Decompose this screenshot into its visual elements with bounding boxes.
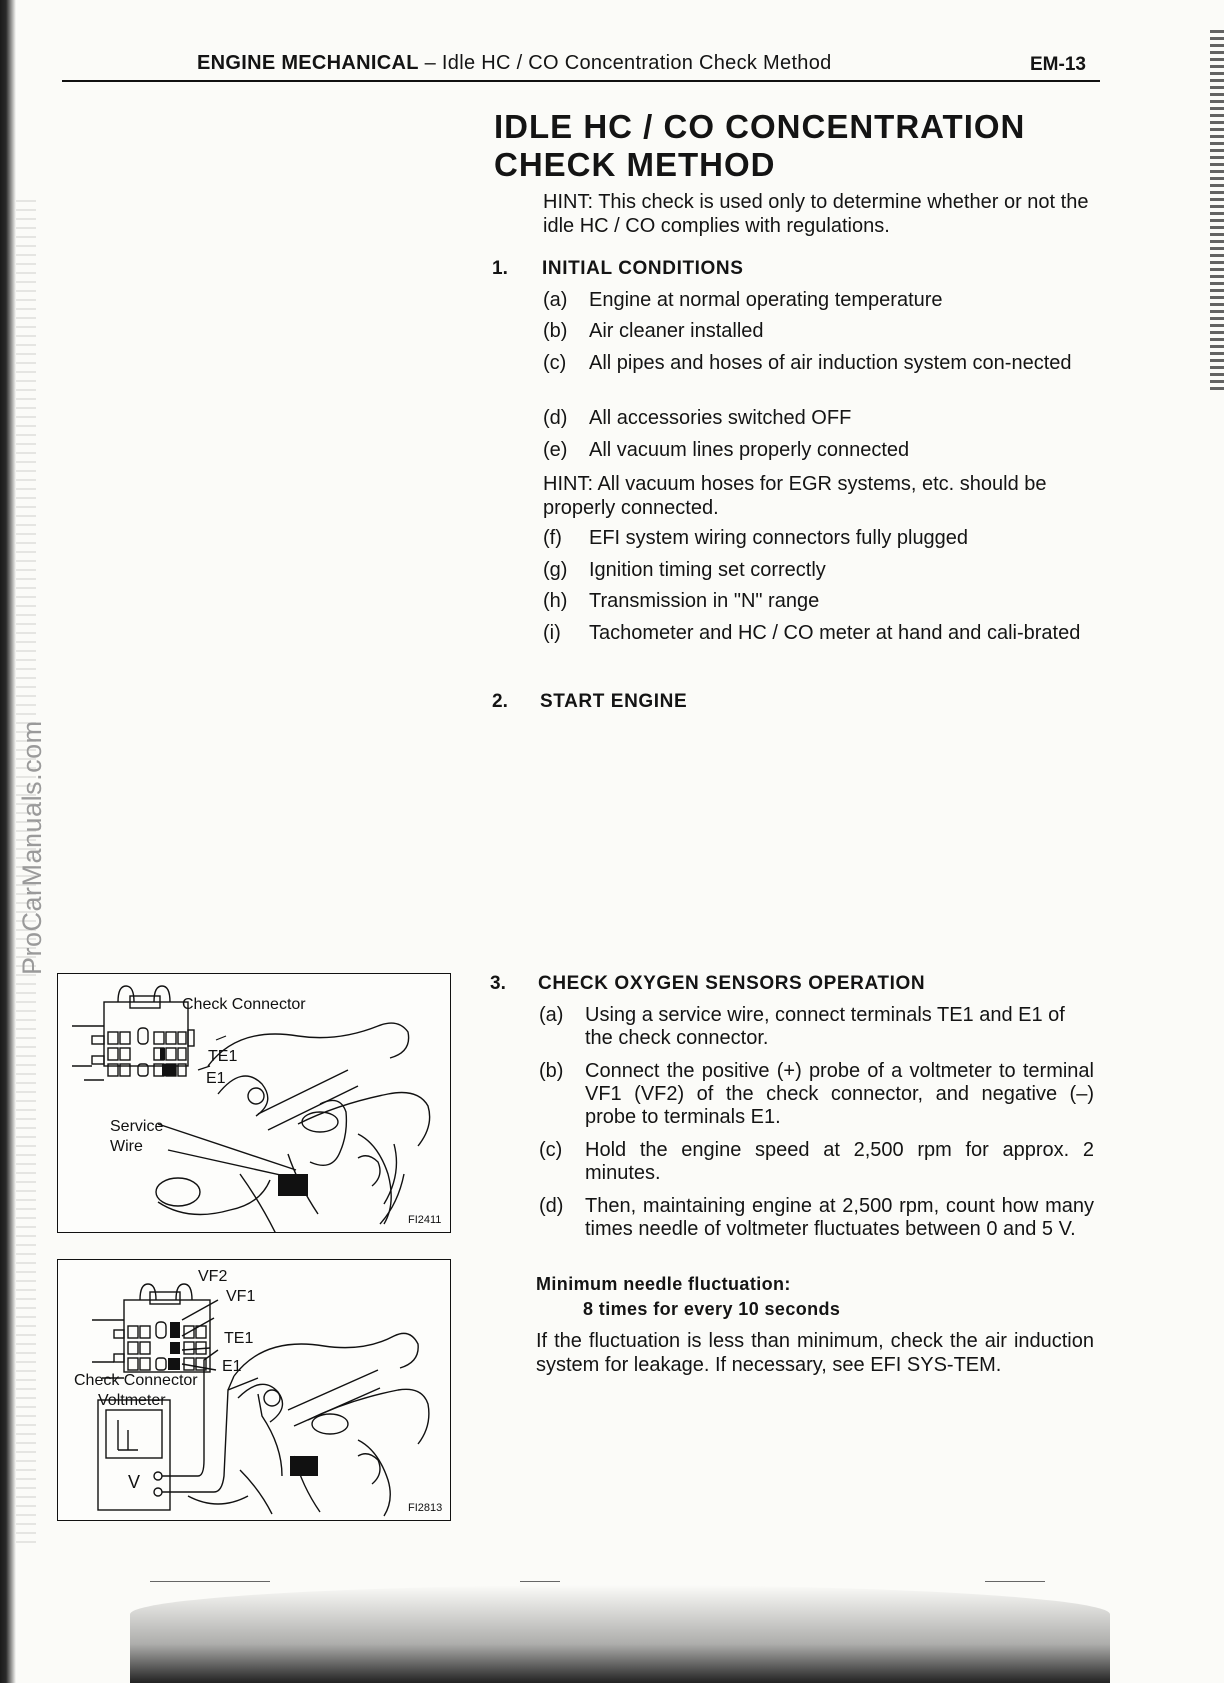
step-number: 3. [490, 973, 506, 994]
list-item [539, 1060, 1094, 1129]
label-vf1: VF1 [226, 1288, 256, 1305]
list-item [543, 352, 1098, 375]
item-label: (e) [543, 439, 568, 461]
footer-mark [985, 1581, 1045, 1582]
header-separator: – [418, 52, 442, 74]
label-e1: E1 [222, 1358, 242, 1375]
step-title: INITIAL CONDITIONS [542, 258, 744, 279]
label-te1: TE1 [208, 1048, 238, 1065]
item-text: Connect the positive (+) probe of a voltmeter to terminal VF1 (VF2) of the check connector, and negative (–) probe to terminals E1. [585, 1060, 1094, 1128]
list-item [539, 1195, 1094, 1241]
item-label: (c) [539, 1139, 563, 1161]
list-item [543, 320, 1098, 343]
scan-left-edge [0, 0, 16, 1683]
label-voltmeter: Voltmeter [98, 1392, 166, 1409]
label-v: V [128, 1472, 141, 1492]
item-text: Engine at normal operating temperature [589, 289, 943, 311]
item-text: All pipes and hoses of air induction system con-nected [589, 352, 1072, 374]
figure-check-connector [57, 973, 451, 1233]
page-title [494, 108, 1025, 184]
item-label: (b) [539, 1060, 564, 1082]
item-label: (d) [543, 407, 568, 429]
label-check-connector: Check Connector [182, 996, 306, 1013]
label-te1: TE1 [224, 1330, 254, 1347]
label-e1: E1 [206, 1070, 226, 1087]
header-section: ENGINE MECHANICAL [197, 52, 419, 74]
item-label: (i) [543, 622, 561, 644]
item-label: (a) [539, 1004, 564, 1026]
item-text: EFI system wiring connectors fully plugged [589, 527, 969, 549]
list-item [543, 590, 1098, 613]
list-item [543, 407, 1098, 430]
item-text: Tachometer and HC / CO meter at hand and cali-brated [589, 622, 1081, 644]
header-rule [62, 80, 1100, 82]
item-text: All accessories switched OFF [589, 407, 852, 429]
item-text: Ignition timing set correctly [589, 559, 826, 581]
title-line-1: IDLE HC / CO CONCENTRATION [494, 108, 1026, 145]
footer-mark [150, 1581, 270, 1582]
list-item [543, 289, 1098, 312]
list-item [543, 527, 1098, 550]
header-subtitle: Idle HC / CO Concentration Check Method [441, 52, 832, 74]
item-label: (f) [543, 527, 562, 549]
title-line-2: CHECK METHOD [494, 146, 776, 183]
fluctuation-note: If the fluctuation is less than minimum, check the air induction system for leakage. If necessary, see EFI SYS-TEM. [536, 1330, 1094, 1376]
item-text: Transmission in "N" range [589, 590, 820, 612]
figure-code: FI2411 [408, 1214, 442, 1226]
item-text: All vacuum lines properly connected [589, 439, 910, 461]
label-check-connector: Check Connector [74, 1372, 198, 1389]
list-item [543, 622, 1098, 645]
item-label: (c) [543, 352, 567, 374]
step-title: START ENGINE [540, 691, 688, 712]
label-service: Service [110, 1118, 164, 1135]
item-text: Then, maintaining engine at 2,500 rpm, count how many times needle of voltmeter fluctuates between 0 and 5 V. [585, 1195, 1094, 1240]
list-item [543, 439, 1098, 462]
item-label: (h) [543, 590, 568, 612]
item-text: Using a service wire, connect terminals TE1 and E1 of the check connector. [585, 1004, 1065, 1049]
item-label: (g) [543, 559, 568, 581]
label-vf2: VF2 [198, 1268, 228, 1285]
item-text: Air cleaner installed [589, 320, 764, 342]
figure-voltmeter [57, 1259, 451, 1521]
step-number: 2. [492, 691, 508, 712]
scan-right-edge [1210, 30, 1224, 390]
list-item [539, 1139, 1094, 1185]
item-label: (b) [543, 320, 568, 342]
step-title: CHECK OXYGEN SENSORS OPERATION [538, 973, 926, 994]
min-value: 8 times for every 10 seconds [583, 1299, 841, 1319]
running-header [197, 52, 832, 75]
page-number: EM-13 [1030, 54, 1086, 75]
min-heading: Minimum needle fluctuation: [536, 1274, 791, 1294]
item-text: Hold the engine speed at 2,500 rpm for approx. 2 minutes. [585, 1139, 1094, 1184]
item-label: (d) [539, 1195, 564, 1217]
hint-vacuum: HINT: All vacuum hoses for EGR systems, etc. should be properly connected. [543, 473, 1047, 519]
footer-mark [520, 1581, 560, 1582]
list-item [539, 1004, 1094, 1050]
list-item [543, 559, 1098, 582]
watermark: ProCarManuals.com [17, 720, 47, 975]
figure-code: FI2813 [408, 1502, 443, 1514]
scan-bottom-smudge [130, 1585, 1110, 1683]
step-number: 1. [492, 258, 508, 279]
item-label: (a) [543, 289, 568, 311]
label-wire: Wire [110, 1138, 143, 1155]
hint-intro: HINT: This check is used only to determine whether or not the idle HC / CO complies with regulations. [543, 191, 1089, 237]
